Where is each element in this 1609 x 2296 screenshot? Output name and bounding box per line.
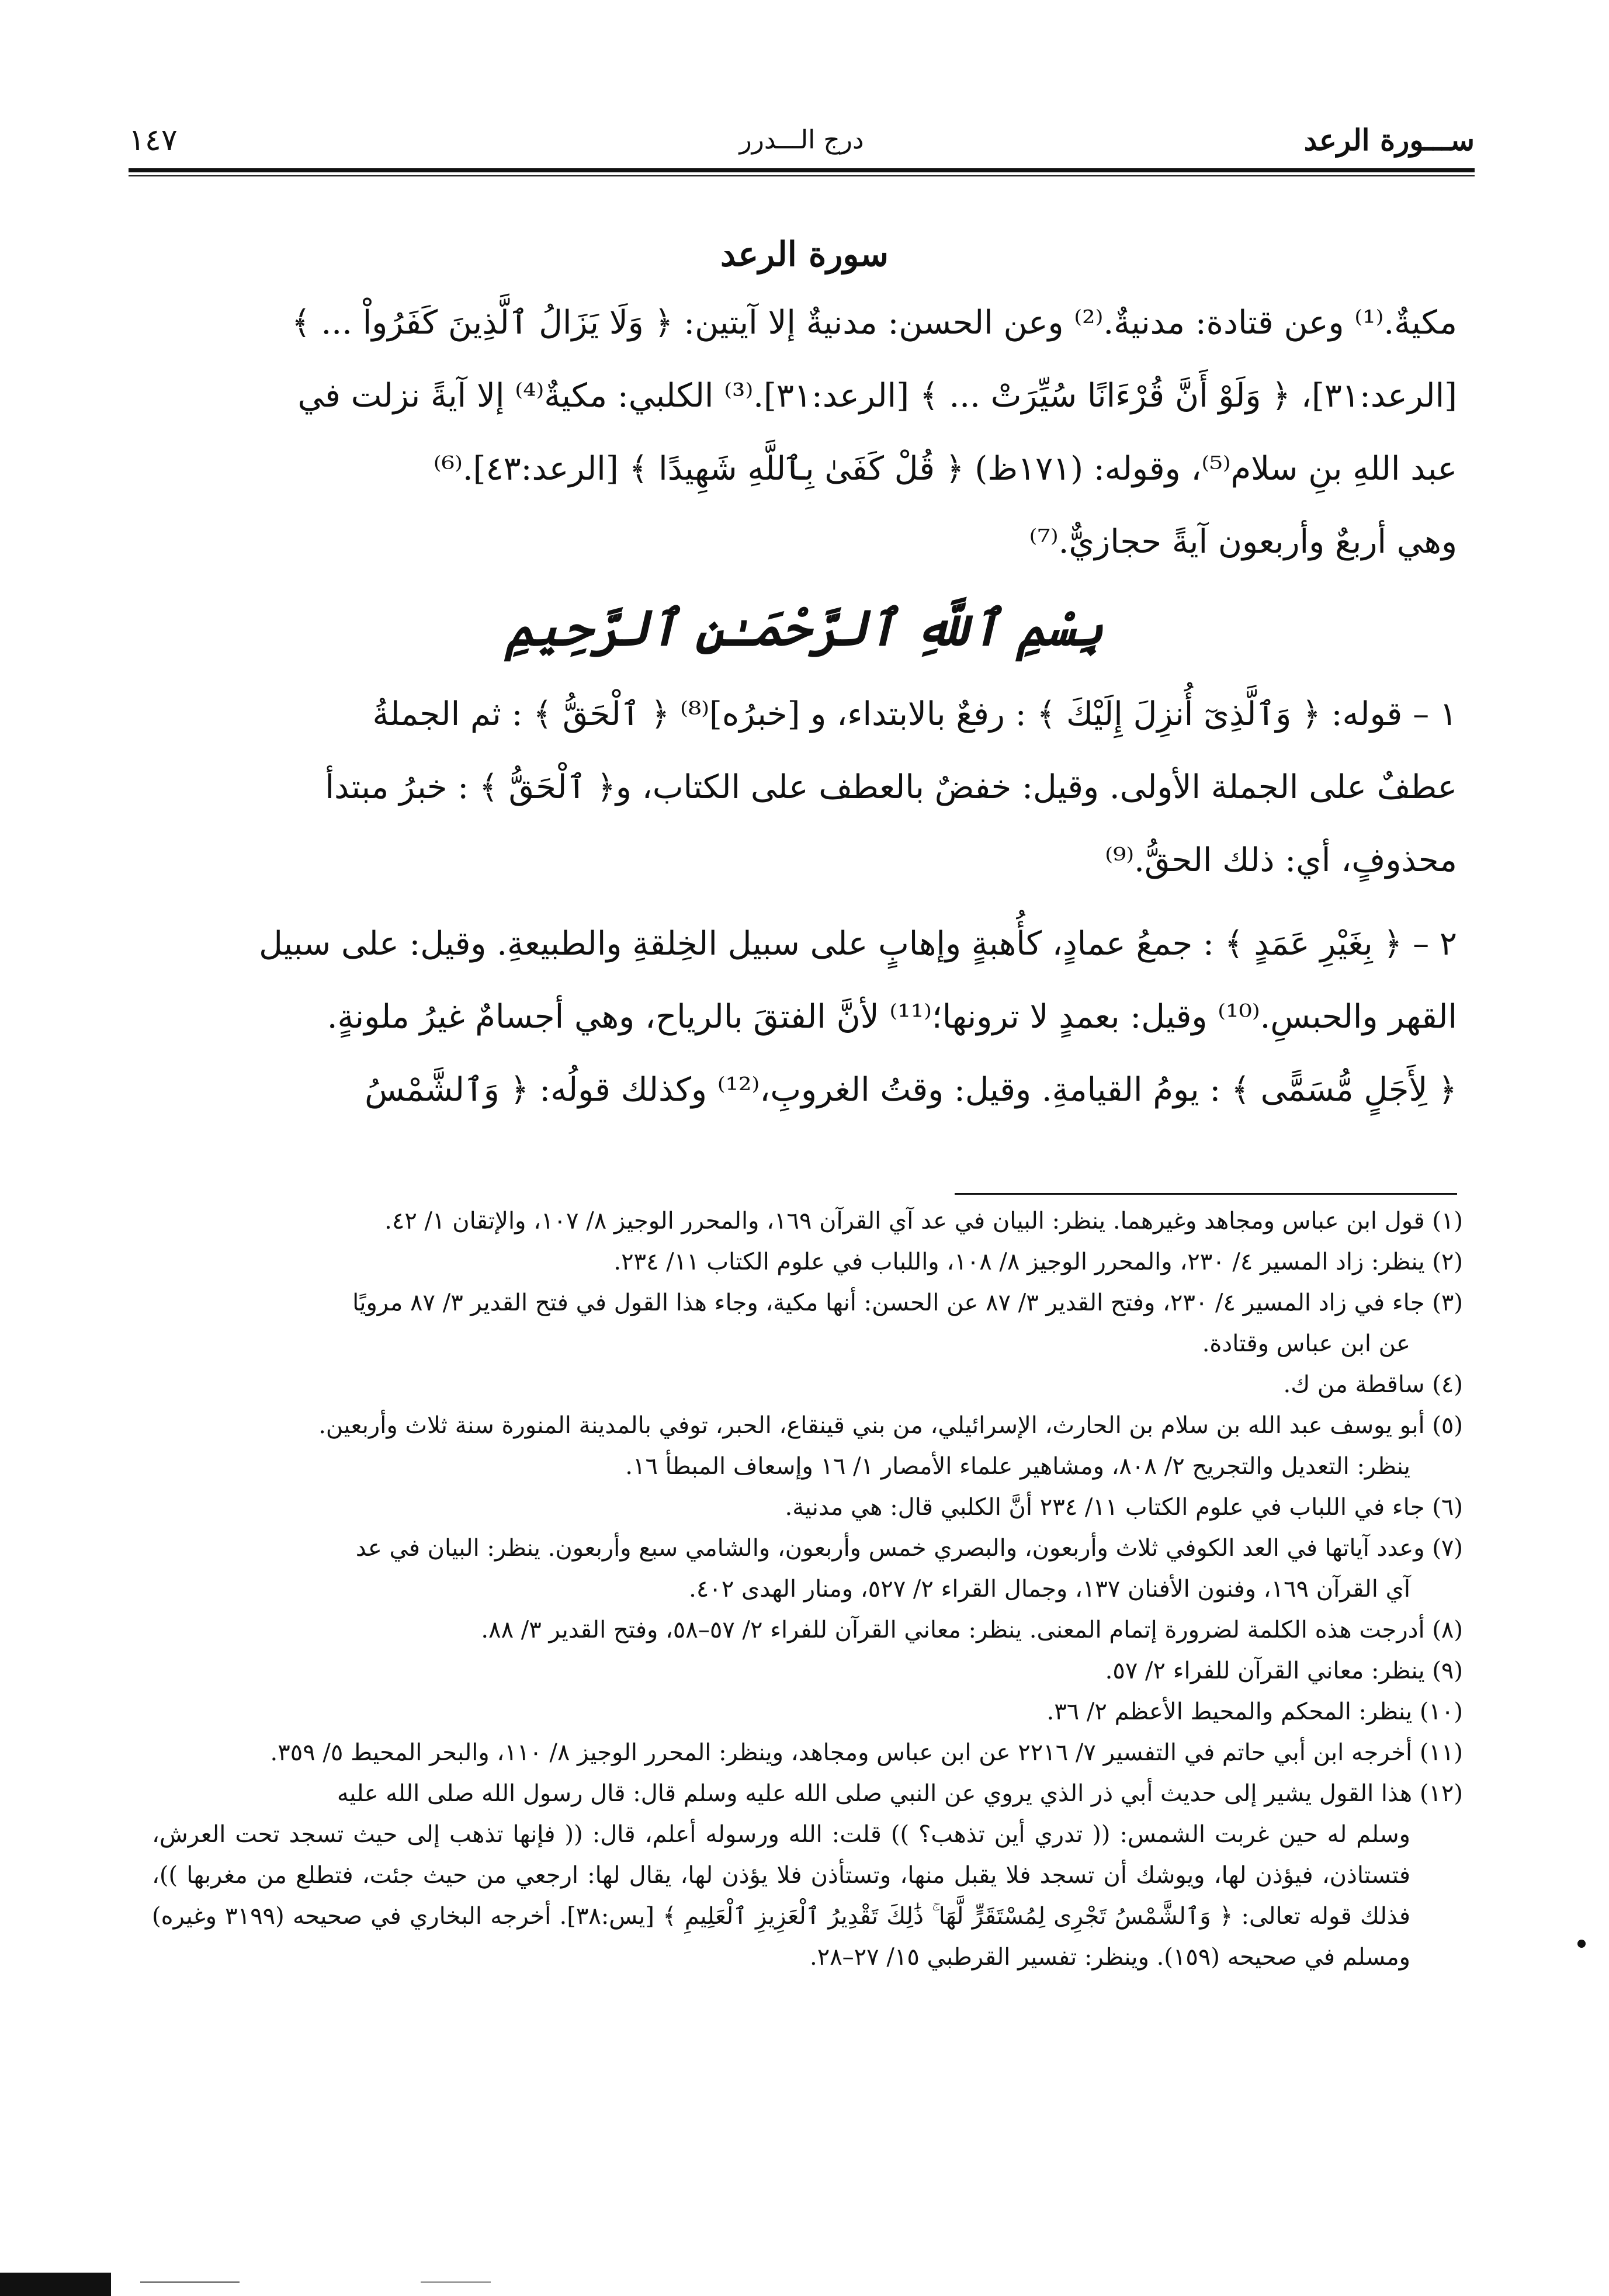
- margin-dot: [1577, 1940, 1586, 1948]
- footnote-number: (٦): [1432, 1494, 1463, 1521]
- footnote: [152, 1364, 1463, 1405]
- footnote-number: (١٢): [1419, 1780, 1463, 1807]
- footnote-number: (١): [1432, 1208, 1463, 1234]
- running-header: [129, 120, 1475, 161]
- verse-2-line-3: ﴿ لِأَجَلٍ مُّسَمًّى ﴾ : يومُ القيامةِ. وقيل: وقتُ الغروبِ،⁽¹²⁾ وكذلك قولُه: ﴿ وَٱلشَّمْسُ: [365, 1071, 1457, 1109]
- footnote-continuation: ينظر: التعديل والتجريح ٢/ ٨٠٨، ومشاهير علماء الأمصار ١/ ١٦ وإسعاف المبطأ ١٦.: [625, 1453, 1410, 1480]
- footnote-number: (٥): [1432, 1412, 1463, 1439]
- verse-2-line-2: القهر والحبسِ.⁽¹⁰⁾ وقيل: بعمدٍ لا ترونها؛⁽¹¹⁾ لأنَّ الفتقَ بالرياح، وهي أجسامٌ غيرُ ملونةٍ.: [327, 998, 1457, 1036]
- footnote: [152, 1405, 1463, 1487]
- footnote-continuation: عن ابن عباس وقتادة.: [1202, 1330, 1410, 1357]
- footnote-text: أبو يوسف عبد الله بن سلام بن الحارث، الإسرائيلي، من بني قينقاع، الحبر، توفي بالمدينة المنورة سنة ثلاث وأربعين.: [318, 1412, 1425, 1439]
- scan-edge-mark: [421, 2281, 491, 2283]
- header-rule-thick: [129, 168, 1475, 172]
- footnote-text: جاء في زاد المسير ٤/ ٢٣٠، وفتح القدير ٣/ ٨٧ عن الحسن: أنها مكية، وجاء هذا القول في فتح القدير ٣/ ٨٧ مرويًا: [352, 1289, 1425, 1316]
- footnote: [152, 1487, 1463, 1528]
- header-sura-name: ســـورة الرعد: [1303, 123, 1475, 157]
- footnote-number: (٩): [1432, 1657, 1463, 1684]
- footnote-text: ينظر: المحكم والمحيط الأعظم ٢/ ٣٦.: [1046, 1698, 1413, 1725]
- footnote: [152, 1528, 1463, 1610]
- footnote: [152, 1691, 1463, 1732]
- footnote-text: ينظر: معاني القرآن للفراء ٢/ ٥٧.: [1105, 1657, 1425, 1684]
- footnotes: [152, 1201, 1463, 1978]
- footnote: [152, 1610, 1463, 1650]
- footnote-text: أدرجت هذه الكلمة لضرورة إتمام المعنى. ينظر: معاني القرآن للفراء ٢/ ٥٧–٥٨، وفتح القدير ٣/ ٨٨.: [481, 1617, 1425, 1643]
- footnote-number: (١٠): [1419, 1698, 1463, 1725]
- intro-line-3: عبد اللهِ بنِ سلام⁽⁵⁾، وقوله: (١٧١ظ) ﴿ قُلْ كَفَىٰ بِٱللَّهِ شَهِيدًا ﴾ [الرعد:٤٣].⁽⁶⁾: [433, 450, 1457, 488]
- intro-line-4: وهي أربعٌ وأربعون آيةً حجازيٌّ.⁽⁷⁾: [1029, 523, 1457, 561]
- footnote-text: وعدد آياتها في العد الكوفي ثلاث وأربعون، والبصري خمس وأربعون، والشامي سبع وأربعون. ينظر: البيان في عد: [355, 1535, 1425, 1562]
- page-number: ١٤٧: [129, 123, 178, 158]
- verse-2-line-1: ٢ – ﴿ بِغَيْرِ عَمَدٍ ﴾ : جمعُ عمادٍ، كأُهبةٍ وإهابٍ على سبيل الخِلقةِ والطبيعةِ. وقيل: على سبيل: [259, 925, 1457, 963]
- footnote: [152, 1732, 1463, 1773]
- footnote-number: (١١): [1419, 1739, 1463, 1766]
- sura-title: سورة الرعد: [720, 234, 889, 274]
- basmala: بِسْمِ ٱللَّهِ ٱلرَّحْمَـٰنِ ٱلرَّحِيمِ: [505, 599, 1104, 657]
- footnote: [152, 1282, 1463, 1364]
- footnote-text: جاء في اللباب في علوم الكتاب ١١/ ٢٣٤ أنَّ الكلبي قال: هي مدنية.: [785, 1494, 1425, 1521]
- footnote: [152, 1773, 1463, 1978]
- verse-1-line-3: محذوفٍ، أي: ذلك الحقُّ.⁽⁹⁾: [1105, 841, 1457, 879]
- footnote-text: ساقطة من ك.: [1283, 1371, 1425, 1398]
- footnote-number: (٣): [1432, 1289, 1463, 1316]
- footnote-separator: [955, 1193, 1457, 1195]
- footnote-number: (٨): [1432, 1617, 1463, 1643]
- footnote-continuation: آي القرآن ١٦٩، وفنون الأفنان ١٣٧، وجمال القراء ٢/ ٥٢٧، ومنار الهدى ٤٠٢.: [689, 1576, 1410, 1603]
- scan-edge-mark: [140, 2281, 240, 2283]
- main-text: [152, 222, 1457, 1126]
- footnote-text: قول ابن عباس ومجاهد وغيرهما. ينظر: البيان في عد آي القرآن ١٦٩، والمحرر الوجيز ٨/ ١٠٧، والإتقان ١/ ٤٢.: [384, 1208, 1425, 1234]
- header-rule-thin: [129, 175, 1475, 176]
- footnote-number: (٤): [1432, 1371, 1463, 1398]
- footnote-text: أخرجه ابن أبي حاتم في التفسير ٧/ ٢٢١٦ عن ابن عباس ومجاهد، وينظر: المحرر الوجيز ٨/ ١١٠، والبحر المحيط ٥/ ٣٥٩.: [270, 1739, 1413, 1766]
- footnote: [152, 1201, 1463, 1241]
- verse-1-line-2: عطفٌ على الجملة الأولى. وقيل: خفضٌ بالعطف على الكتاب، و﴿ ٱلْحَقُّ ﴾ : خبرُ مبتدأ: [325, 768, 1457, 806]
- footnote-continuation: وسلم له حين غربت الشمس: (( تدري أين تذهب؟ )) قلت: الله ورسوله أعلم، قال: (( فإنها تذهب إلى حيث تسجد تحت العرش، فتستاذن، فيؤذن لها، ويوشك أن تسجد فلا يقبل منها، وتستأذن فلا يؤذن لها، يقال لها: ارجعي من حيث جئت، فتطلع من مغربها ))، فذلك قوله تعالى: ﴿ وَٱلشَّمْسُ تَجْرِى لِمُسْتَقَرٍّ لَّهَا ۚ ذَٰلِكَ تَقْدِيرُ ٱلْعَزِيزِ ٱلْعَلِيمِ ﴾ [يس:٣٨]. أخرجه البخاري في صحيحه (٣١٩٩ وغيره) ومسلم في صحيحه (١٥٩). وينظر: تفسير القرطبي ١٥/ ٢٧–٢٨.: [152, 1821, 1411, 1971]
- intro-line-2: [الرعد:٣١]، ﴿ وَلَوْ أَنَّ قُرْءَانًا سُيِّرَتْ ... ﴾ [الرعد:٣١].⁽³⁾ الكلبي: مكيةٌ⁽⁴⁾ إلا آيةً نزلت في: [297, 377, 1457, 415]
- header-book-title: درج الـــدرر: [739, 125, 864, 155]
- footnote: [152, 1241, 1463, 1282]
- footnote-number: (٧): [1432, 1535, 1463, 1562]
- footnote-text: هذا القول يشير إلى حديث أبي ذر الذي يروي عن النبي صلى الله عليه وسلم قال: قال رسول الله صلى الله عليه: [337, 1780, 1413, 1807]
- footnote-number: (٢): [1432, 1248, 1463, 1275]
- intro-line-1: مكيةٌ.⁽¹⁾ وعن قتادة: مدنيةٌ.⁽²⁾ وعن الحسن: مدنيةٌ إلا آيتين: ﴿ وَلَا يَزَالُ ٱلَّذِينَ كَفَرُواْ ... ﴾: [291, 304, 1457, 342]
- footnote: [152, 1650, 1463, 1691]
- verse-1-line-1: ١ – قوله: ﴿ وَٱلَّذِىٓ أُنزِلَ إِلَيْكَ ﴾ : رفعٌ بالابتداء، و [خبرُه]⁽⁸⁾ ﴿ ٱلْحَقُّ ﴾ : ثم الجملةُ: [372, 695, 1457, 733]
- scan-edge-bar: [0, 2273, 111, 2296]
- footnote-text: ينظر: زاد المسير ٤/ ٢٣٠، والمحرر الوجيز ٨/ ١٠٨، واللباب في علوم الكتاب ١١/ ٢٣٤.: [613, 1248, 1425, 1275]
